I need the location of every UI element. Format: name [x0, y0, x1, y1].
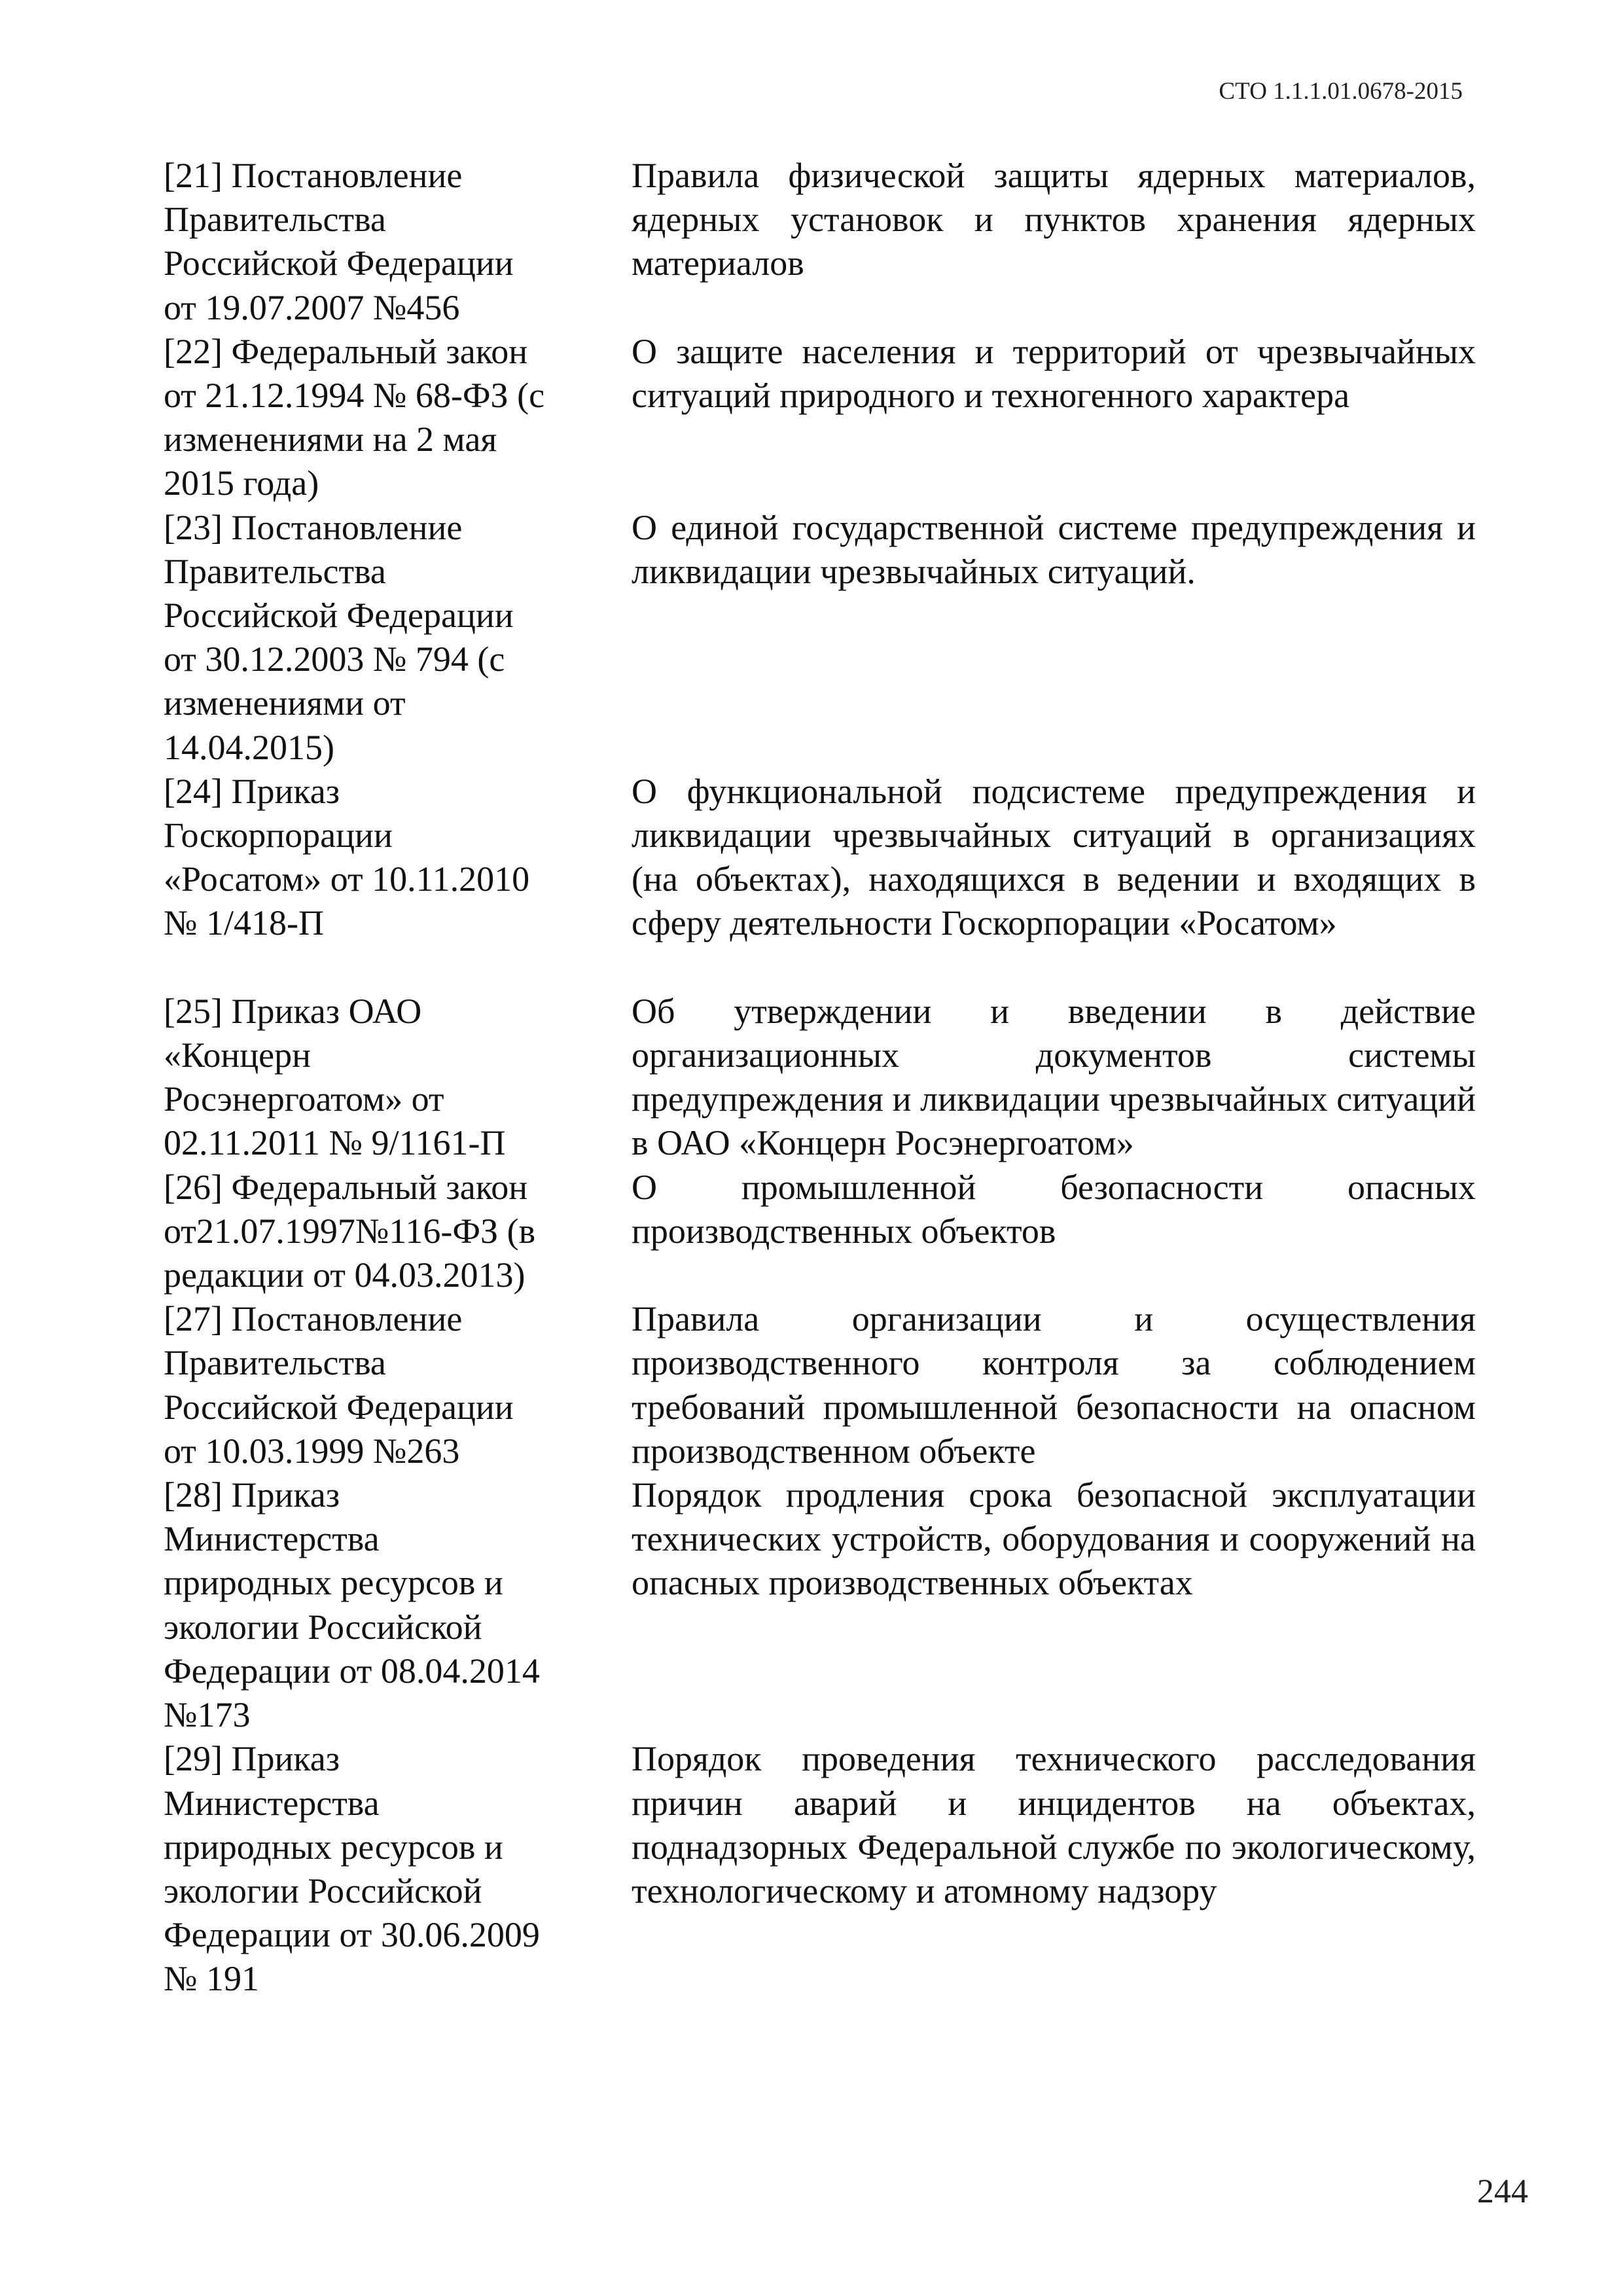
source-line: Правительства: [164, 200, 386, 240]
reference-source: [164, 770, 609, 946]
source-line: экологии Российской: [164, 1607, 482, 1647]
reference-row-21: [164, 154, 1476, 330]
source-line: редакции от 04.03.2013): [164, 1255, 526, 1295]
reference-title: Правила физической защиты ядерных материалов, ядерных установок и пунктов хранения ядерных материалов: [632, 156, 1476, 283]
source-line: Росэнергоатом» от: [164, 1079, 444, 1119]
source-line: Министерства: [164, 1519, 380, 1559]
source-line: Российской Федерации: [164, 1387, 514, 1427]
source-line: Правительства: [164, 551, 386, 591]
reference-source: [164, 1166, 609, 1298]
source-line: от 10.03.1999 №263: [164, 1431, 460, 1471]
source-line: [23] Постановление: [164, 507, 463, 547]
reference-row-29: [164, 1737, 1476, 2001]
source-line: [21] Постановление: [164, 156, 463, 195]
source-line: Федерации от 08.04.2014: [164, 1651, 540, 1691]
source-line: [25] Приказ ОАО: [164, 991, 422, 1031]
source-line: № 1/418-П: [164, 903, 325, 943]
reference-row-28: [164, 1473, 1476, 1737]
reference-title: Порядок продления срока безопасной эксплуатации технических устройств, оборудования и сооружений на опасных производственных объектах: [632, 1475, 1476, 1603]
source-line: 2015 года): [164, 463, 319, 503]
row-spacer: [164, 946, 1476, 990]
reference-source: [164, 330, 609, 506]
source-line: от 30.12.2003 № 794 (с: [164, 639, 505, 679]
source-line: Российской Федерации: [164, 243, 514, 283]
source-line: от 21.12.1994 № 68-ФЗ (с: [164, 376, 545, 416]
source-line: экологии Российской: [164, 1871, 482, 1910]
source-line: Правительства: [164, 1343, 386, 1383]
reference-row-22: [164, 330, 1476, 506]
reference-row-23: [164, 506, 1476, 770]
source-line: изменениями на 2 мая: [164, 420, 497, 459]
source-line: природных ресурсов и: [164, 1827, 503, 1867]
source-line: [26] Федеральный закон: [164, 1167, 528, 1207]
source-line: Госкорпорации: [164, 816, 393, 855]
source-line: [27] Постановление: [164, 1299, 463, 1339]
reference-title: О единой государственной системе предупреждения и ликвидации чрезвычайных ситуаций.: [632, 507, 1476, 591]
reference-table: [164, 154, 1476, 2001]
reference-title: Правила организации и осуществления производственного контроля за соблюдением требований промышленной безопасности на опасном производственном объекте: [632, 1299, 1476, 1471]
source-line: природных ресурсов и: [164, 1563, 503, 1603]
source-line: «Концерн: [164, 1035, 311, 1075]
source-line: Министерства: [164, 1783, 380, 1823]
source-line: [22] Федеральный закон: [164, 331, 528, 371]
source-line: 14.04.2015): [164, 727, 334, 767]
reference-title: Порядок проведения технического расследования причин аварий и инцидентов на объектах, поднадзорных Федеральной службе по экологическому, технологическому и атомному надзору: [632, 1739, 1476, 1910]
source-line: [28] Приказ: [164, 1475, 340, 1515]
reference-source: [164, 1737, 609, 2001]
source-line: от21.07.1997№116-ФЗ (в: [164, 1211, 536, 1251]
page-number: 244: [1477, 2173, 1528, 2210]
source-line: Российской Федерации: [164, 596, 514, 636]
source-line: №173: [164, 1695, 251, 1735]
reference-source: [164, 1297, 609, 1473]
reference-row-24: [164, 770, 1476, 946]
source-line: [24] Приказ: [164, 771, 340, 811]
reference-title: О промышленной безопасности опасных производственных объектов: [632, 1167, 1476, 1251]
reference-source: [164, 1473, 609, 1737]
reference-title: Об утверждении и введении в действие организационных документов системы предупреждения и ликвидации чрезвычайных ситуаций в ОАО «Концерн Росэнергоатом»: [632, 991, 1476, 1163]
reference-title: О защите населения и территорий от чрезвычайных ситуаций природного и техногенного характера: [632, 331, 1476, 416]
reference-source: [164, 506, 609, 770]
document-code: СТО 1.1.1.01.0678-2015: [1219, 78, 1463, 105]
reference-source: [164, 990, 609, 1166]
source-line: «Росатом» от 10.11.2010: [164, 859, 530, 899]
source-line: от 19.07.2007 №456: [164, 287, 460, 327]
source-line: 02.11.2011 № 9/1161-П: [164, 1123, 506, 1163]
source-line: № 191: [164, 1959, 260, 1999]
reference-source: [164, 154, 609, 330]
reference-row-26: [164, 1166, 1476, 1298]
reference-title: О функциональной подсистеме предупреждения и ликвидации чрезвычайных ситуаций в организациях (на объектах), находящихся в ведении и входящих в сферу деятельности Госкорпорации «Росатом»: [632, 771, 1476, 943]
source-line: [29] Приказ: [164, 1739, 340, 1779]
reference-row-25: [164, 990, 1476, 1166]
source-line: Федерации от 30.06.2009: [164, 1915, 540, 1955]
source-line: изменениями от: [164, 683, 406, 723]
reference-row-27: [164, 1297, 1476, 1473]
